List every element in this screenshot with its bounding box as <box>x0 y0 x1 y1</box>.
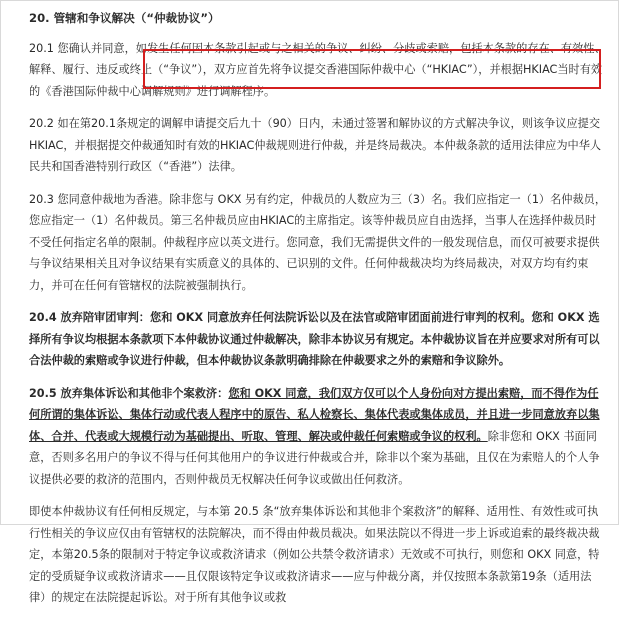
p20-4-text: 您和 OKX 同意放弃任何法院诉讼以及在法官或陪审团面前进行审判的权利。您和 OKX 选择所有争议均根据本条款项下本仲裁协议通过仲裁解决，除非本协议另有规定。本仲裁协议旨在并应要求对所有可以合法仲裁的索赔或争议进行仲裁，但本仲裁协议条款明确排除在仲裁要求之外的索赔和争议除外。 <box>29 311 600 367</box>
paragraph-20-3: 20.3 您同意仲裁地为香港。除非您与 OKX 另有约定，仲裁员的人数应为三（3）名。我们应指定一（1）名仲裁员，您应指定一（1）名仲裁员。第三名仲裁员应由HKIAC的主席指定。该等仲裁员应自由选择，当事人在选择仲裁员时不受任何指定名单的限制。仲裁程序应以英文进行。您同意，我们无需提供文件的一般发现信息，而仅可被要求提供与争议结果相关且对争议结果有实质意义的具体的、已识别的文件。任何仲裁裁决均为终局裁决，对双方均有约束力，并可在任何有管辖权的法院被强制执行。 <box>29 192 607 292</box>
p20-5-underlined-text: 您和 OKX 同意，我们双方仅可以个人身份向对方提出索赔，而不得作为任何所谓的集体诉讼、集体行动或代表人程序中的原告、私人检察长、集体代表或集体成员，并且进一步同意放弃以集体、合并、代表或大规模行动为基础提出、听取、管理、解决或仲裁任何索赔或争议的权利。 <box>29 386 600 443</box>
paragraph-20-4 <box>29 307 607 372</box>
document-body <box>29 8 607 618</box>
section-title: 20. 管辖和争议解决（“仲裁协议”） <box>29 11 220 25</box>
p20-1-highlighted-text: 双方应首先将争议提交香港国际仲裁中心（“HKIAC”），并根据HKIAC当时有效的《香港国际仲裁中心调解规则》 <box>29 63 603 98</box>
p20-5-text: 除非您和 OKX 书面同意，否则多名用户的争议不得与任何其他用户的争议进行仲裁或合并，除非以个案为基础，且仅在为索赔人的个人争议提供必要的救济的范围内，否则仲裁员无权解决任何争议或做出任何救济。 <box>29 429 600 486</box>
p20-1-text-c: 进行调解程序。 <box>196 84 276 98</box>
highlight-box <box>143 49 601 89</box>
paragraph-final: 即使本仲裁协议有任何相反规定，与本第 20.5 条“放弃集体诉讼和其他非个案救济”的解释、适用性、有效性或可执行性相关的争议应仅由有管辖权的法院解决，而不得由仲裁员裁决。如果法院以不得进一步上诉或追索的最终裁决裁定，本第20.5条的限制对于特定争议或救济请求（例如公共禁令救济请求）无效或不可执行，则您和 OKX 同意，特定的受质疑争议或救济请求——且仅限该特定争议或救济请求——应与仲裁分离，并仅按照本条款第19条（适用法律）的规定在法院提起诉讼。对于所有其他争议或救 <box>29 505 600 604</box>
p20-5-label: 20.5 放弃集体诉讼和其他非个案救济： <box>29 386 229 400</box>
p20-1-text-a: 20.1 您确认并同意，如发生任何因本条款引起或与之相关的争议、纠纷、分歧或索赔，包括本条款的存在、有效性、解释、履行、违反或终止（“争议”）， <box>29 41 606 76</box>
p20-4-label: 20.4 放弃陪审团审判： <box>29 311 150 324</box>
paragraph-20-2: 20.2 如在第20.1条规定的调解申请提交后九十（90）日内，未通过签署和解协议的方式解决争议，则该争议应提交HKIAC，并根据提交仲裁通知时有效的HKIAC仲裁规则进行仲裁，并是终局裁决。本仲裁条款的适用法律应为中华人民共和国香港特别行政区（“香港”）法律。 <box>29 117 602 173</box>
paragraph-20-5 <box>29 383 607 491</box>
